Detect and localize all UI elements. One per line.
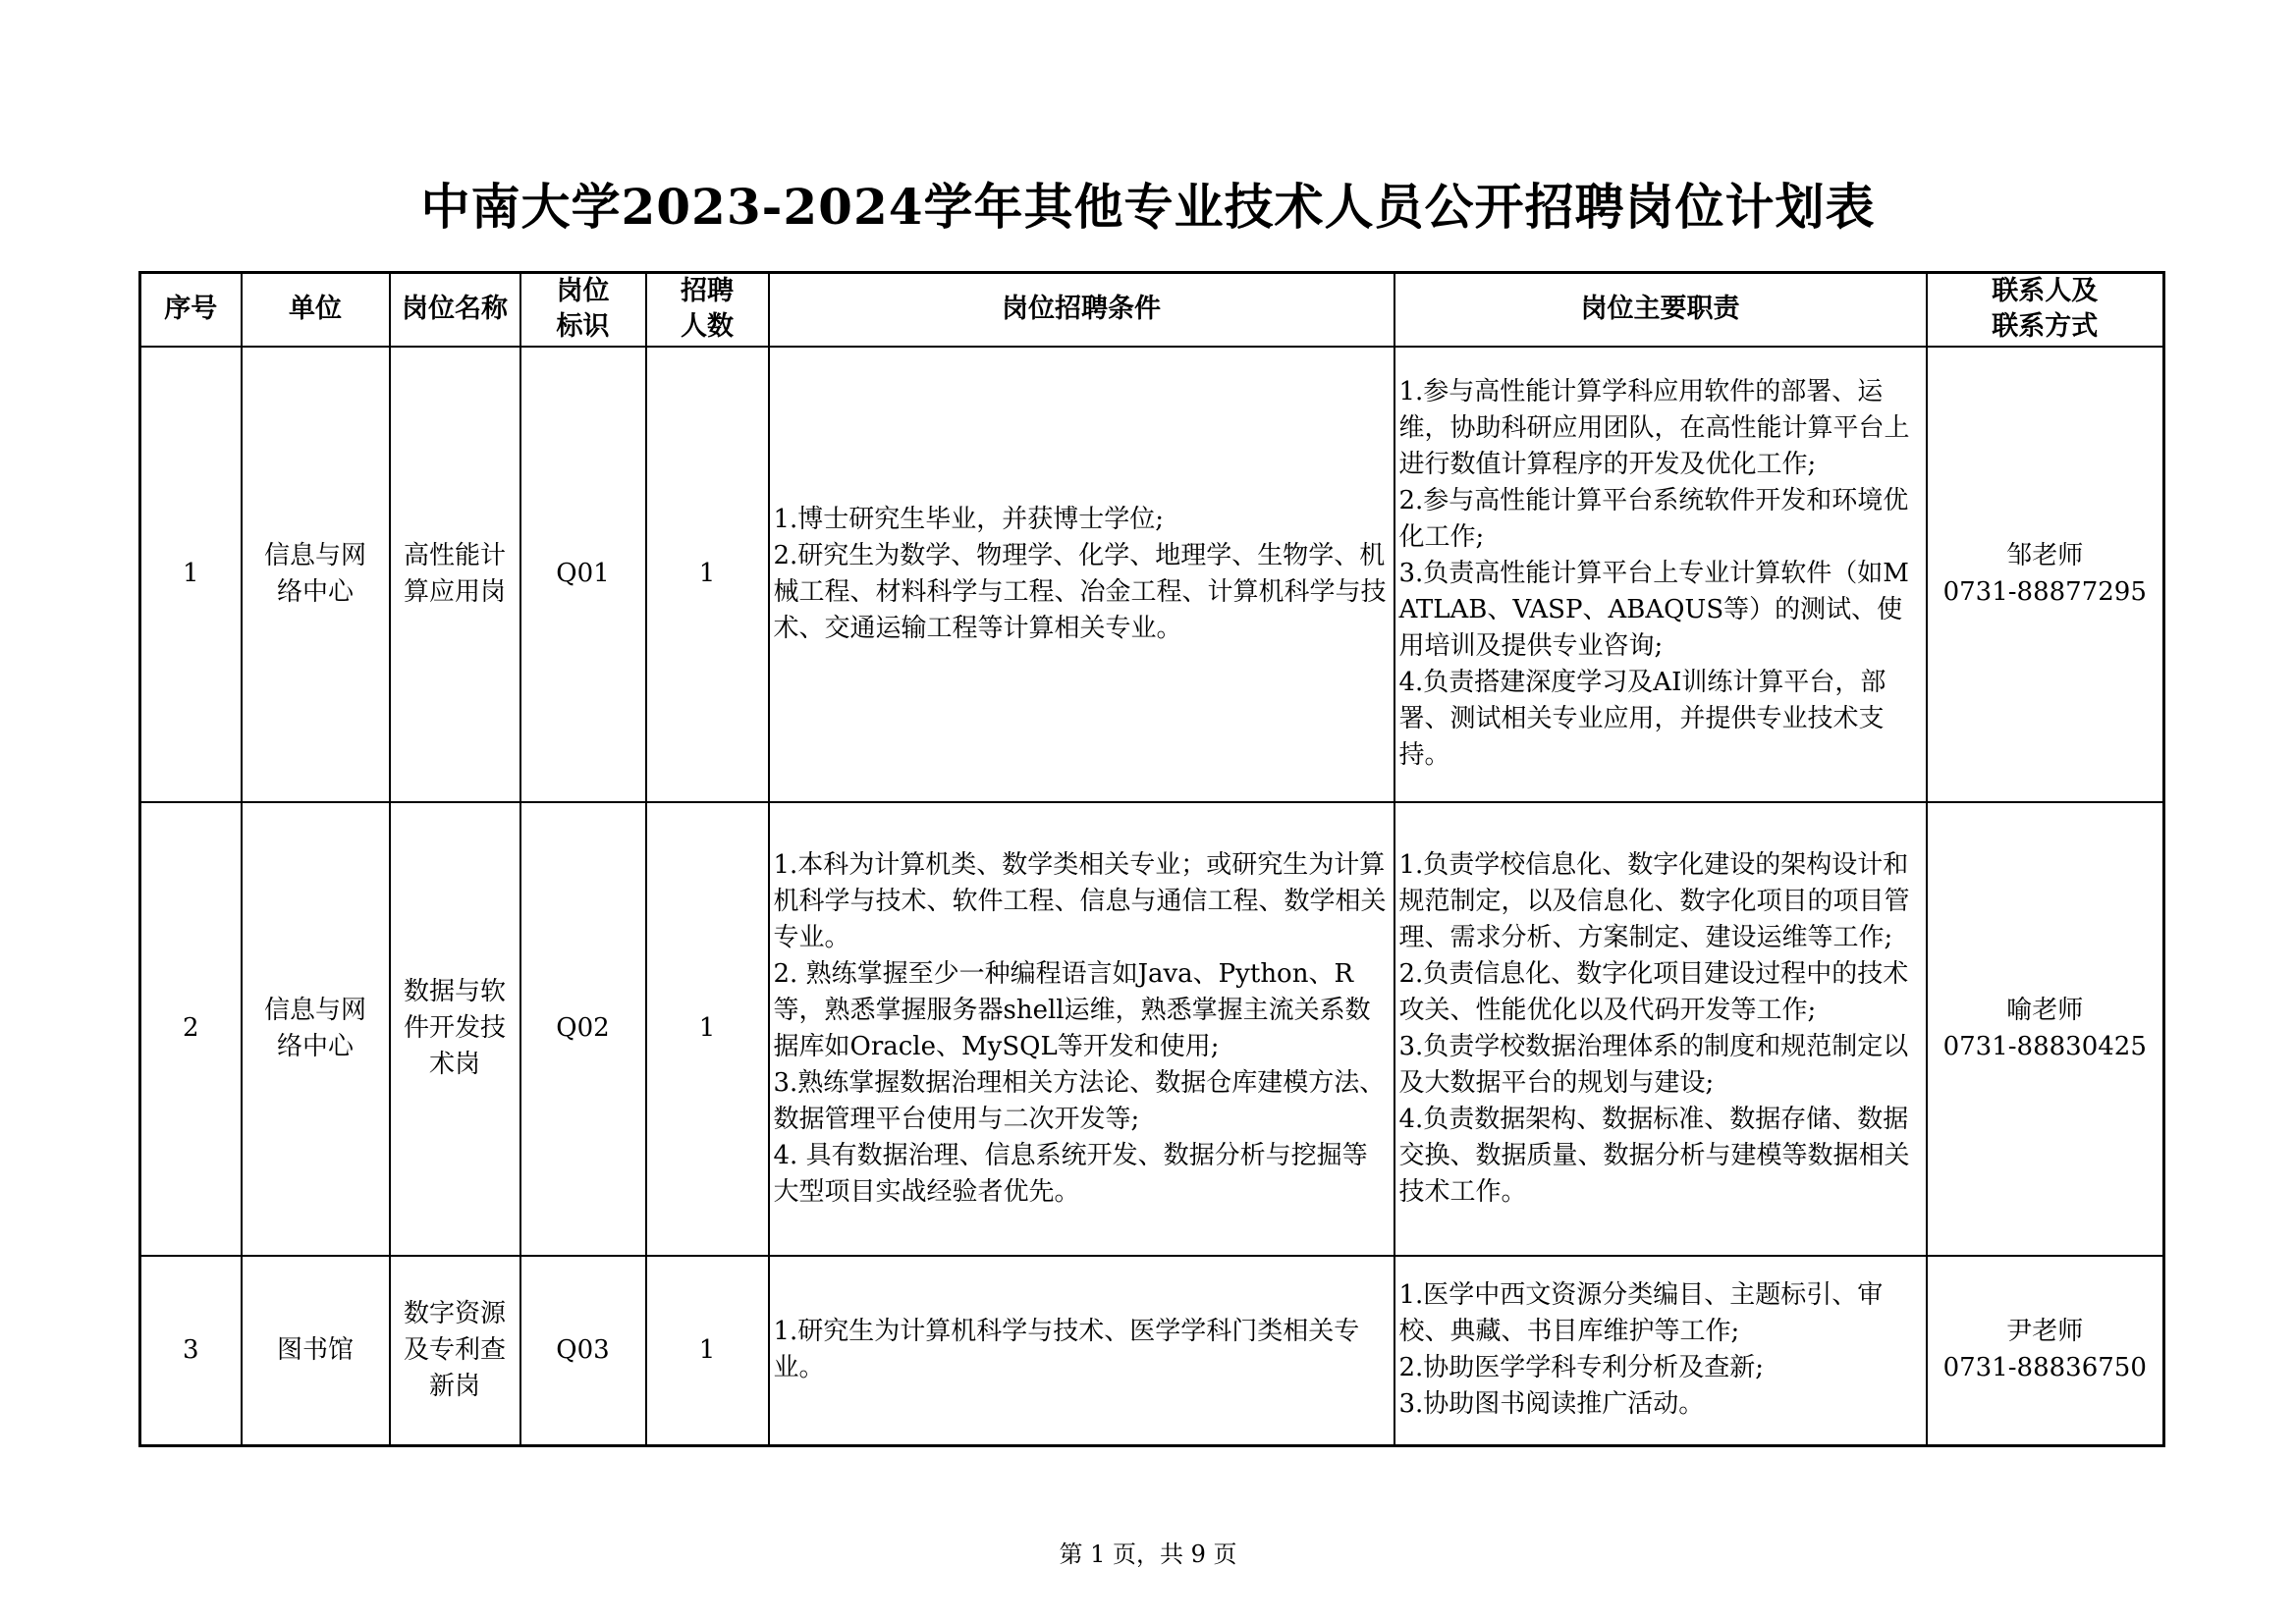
contact-name: 喻老师 [2006, 995, 2084, 1025]
duty-item: 4.负责数据架构、数据标准、数据存储、数据交换、数据质量、数据分析与建模等数据相关技术工作。 [1398, 1104, 1910, 1207]
unit-cell [242, 347, 390, 802]
seq-cell: 3 [140, 1256, 242, 1446]
post-name-cell [390, 347, 520, 802]
header-count-line: 人数 [681, 311, 734, 343]
header-seq: 序号 [140, 273, 242, 347]
duty-item: 1.医学中西文资源分类编目、主题标引、审校、典藏、书目库维护等工作; [1398, 1280, 1884, 1347]
duty-item: 3.负责高性能计算平台上专业计算软件（如MATLAB、VASP、ABAQUS等）的测试、使用培训及提供专业咨询; [1398, 559, 1909, 661]
post-name-line: 术岗 [428, 1050, 480, 1079]
condition-item: 3.熟练掌握数据治理相关方法论、数据仓库建模方法、数据管理平台使用与二次开发等; [773, 1067, 1386, 1134]
duty-item: 4.负责搭建深度学习及AI训练计算平台，部署、测试相关专业应用，并提供专业技术支持。 [1398, 668, 1886, 770]
condition-item: 1.博士研究生毕业，并获博士学位; [773, 504, 1165, 534]
unit-line: 信息与网 [263, 540, 366, 570]
contact-name: 邹老师 [2006, 540, 2084, 570]
table-row [140, 802, 2164, 1256]
document-title: 中南大学2023-2024学年其他专业技术人员公开招聘岗位计划表 [420, 178, 1876, 236]
duty-item: 3.负责学校数据治理体系的制度和规范制定以及大数据平台的规划与建设; [1398, 1031, 1909, 1098]
header-contact-line: 联系人及 [1992, 276, 2099, 307]
post-name-line: 新岗 [428, 1371, 480, 1401]
header-contact-line: 联系方式 [1992, 311, 2099, 343]
post-name-line: 算应用岗 [403, 576, 506, 607]
duty-item: 1.负责学校信息化、数字化建设的架构设计和规范制定，以及信息化、数字化项目的项目管理、需求分析、方案制定、建设运维等工作; [1398, 849, 1910, 952]
post-name-line: 及专利查 [403, 1334, 506, 1365]
count-cell: 1 [646, 1256, 769, 1446]
duty-item: 2.负责信息化、数字化项目建设过程中的技术攻关、性能优化以及代码开发等工作; [1398, 958, 1909, 1025]
header-duties: 岗位主要职责 [1394, 273, 1927, 347]
duties-cell [1394, 347, 1927, 802]
table-header-row [140, 273, 2164, 347]
header-conditions: 岗位招聘条件 [769, 273, 1394, 347]
table-row [140, 347, 2164, 802]
condition-item: 1.研究生为计算机科学与技术、医学学科门类相关专业。 [773, 1317, 1360, 1383]
post-id-cell: Q01 [520, 347, 646, 802]
header-post-id-line: 岗位 [556, 276, 610, 307]
table-row [140, 1256, 2164, 1446]
unit-cell [242, 1256, 390, 1446]
duty-item: 2.协助医学学科专利分析及查新; [1398, 1353, 1765, 1383]
header-count [646, 273, 769, 347]
conditions-cell [769, 1256, 1394, 1446]
contact-name: 尹老师 [2006, 1317, 2084, 1347]
count-cell: 1 [646, 347, 769, 802]
header-post-id [520, 273, 646, 347]
post-name-line: 数据与软 [403, 977, 506, 1006]
header-post-name: 岗位名称 [390, 273, 520, 347]
contact-phone: 0731-88877295 [1942, 576, 2147, 607]
count-cell: 1 [646, 802, 769, 1256]
unit-line: 络中心 [276, 1031, 354, 1061]
seq-cell: 2 [140, 802, 242, 1256]
duty-item: 2.参与高性能计算平台系统软件开发和环境优化工作; [1398, 486, 1909, 552]
post-id-cell: Q02 [520, 802, 646, 1256]
duties-cell [1394, 802, 1927, 1256]
duty-item: 3.协助图书阅读推广活动。 [1398, 1389, 1705, 1420]
page-number: 第 1 页，共 9 页 [1059, 1541, 1237, 1568]
post-name-cell [390, 1256, 520, 1446]
contact-cell [1927, 347, 2164, 802]
header-unit: 单位 [242, 273, 390, 347]
recruitment-plan-table [138, 271, 2165, 1447]
condition-item: 2. 熟练掌握至少一种编程语言如Java、Python、R等，熟悉掌握服务器shell运维，熟悉掌握主流关系数据库如Oracle、MySQL等开发和使用; [773, 958, 1371, 1061]
unit-line: 图书馆 [276, 1334, 354, 1365]
condition-item: 4. 具有数据治理、信息系统开发、数据分析与挖掘等大型项目实战经验者优先。 [773, 1140, 1368, 1207]
condition-item: 1.本科为计算机类、数学类相关专业；或研究生为计算机科学与技术、软件工程、信息与通信工程、数学相关专业。 [773, 849, 1387, 952]
condition-item: 2.研究生为数学、物理学、化学、地理学、生物学、机械工程、材料科学与工程、冶金工程、计算机科学与技术、交通运输工程等计算相关专业。 [773, 540, 1387, 643]
unit-line: 信息与网 [263, 995, 366, 1025]
conditions-cell [769, 347, 1394, 802]
unit-line: 络中心 [276, 576, 354, 607]
post-name-cell [390, 802, 520, 1256]
post-name-line: 高性能计 [403, 540, 506, 570]
seq-cell: 1 [140, 347, 242, 802]
post-name-line: 件开发技 [403, 1013, 506, 1043]
contact-phone: 0731-88830425 [1942, 1031, 2147, 1061]
header-count-line: 招聘 [681, 276, 734, 307]
post-id-cell: Q03 [520, 1256, 646, 1446]
contact-cell [1927, 802, 2164, 1256]
duty-item: 1.参与高性能计算学科应用软件的部署、运维，协助科研应用团队，在高性能计算平台上进行数值计算程序的开发及优化工作; [1398, 377, 1910, 479]
contact-cell [1927, 1256, 2164, 1446]
conditions-cell [769, 802, 1394, 1256]
header-post-id-line: 标识 [556, 311, 610, 343]
duties-cell [1394, 1256, 1927, 1446]
header-contact [1927, 273, 2164, 347]
contact-phone: 0731-88836750 [1942, 1353, 2147, 1383]
unit-cell [242, 802, 390, 1256]
post-name-line: 数字资源 [403, 1298, 506, 1328]
